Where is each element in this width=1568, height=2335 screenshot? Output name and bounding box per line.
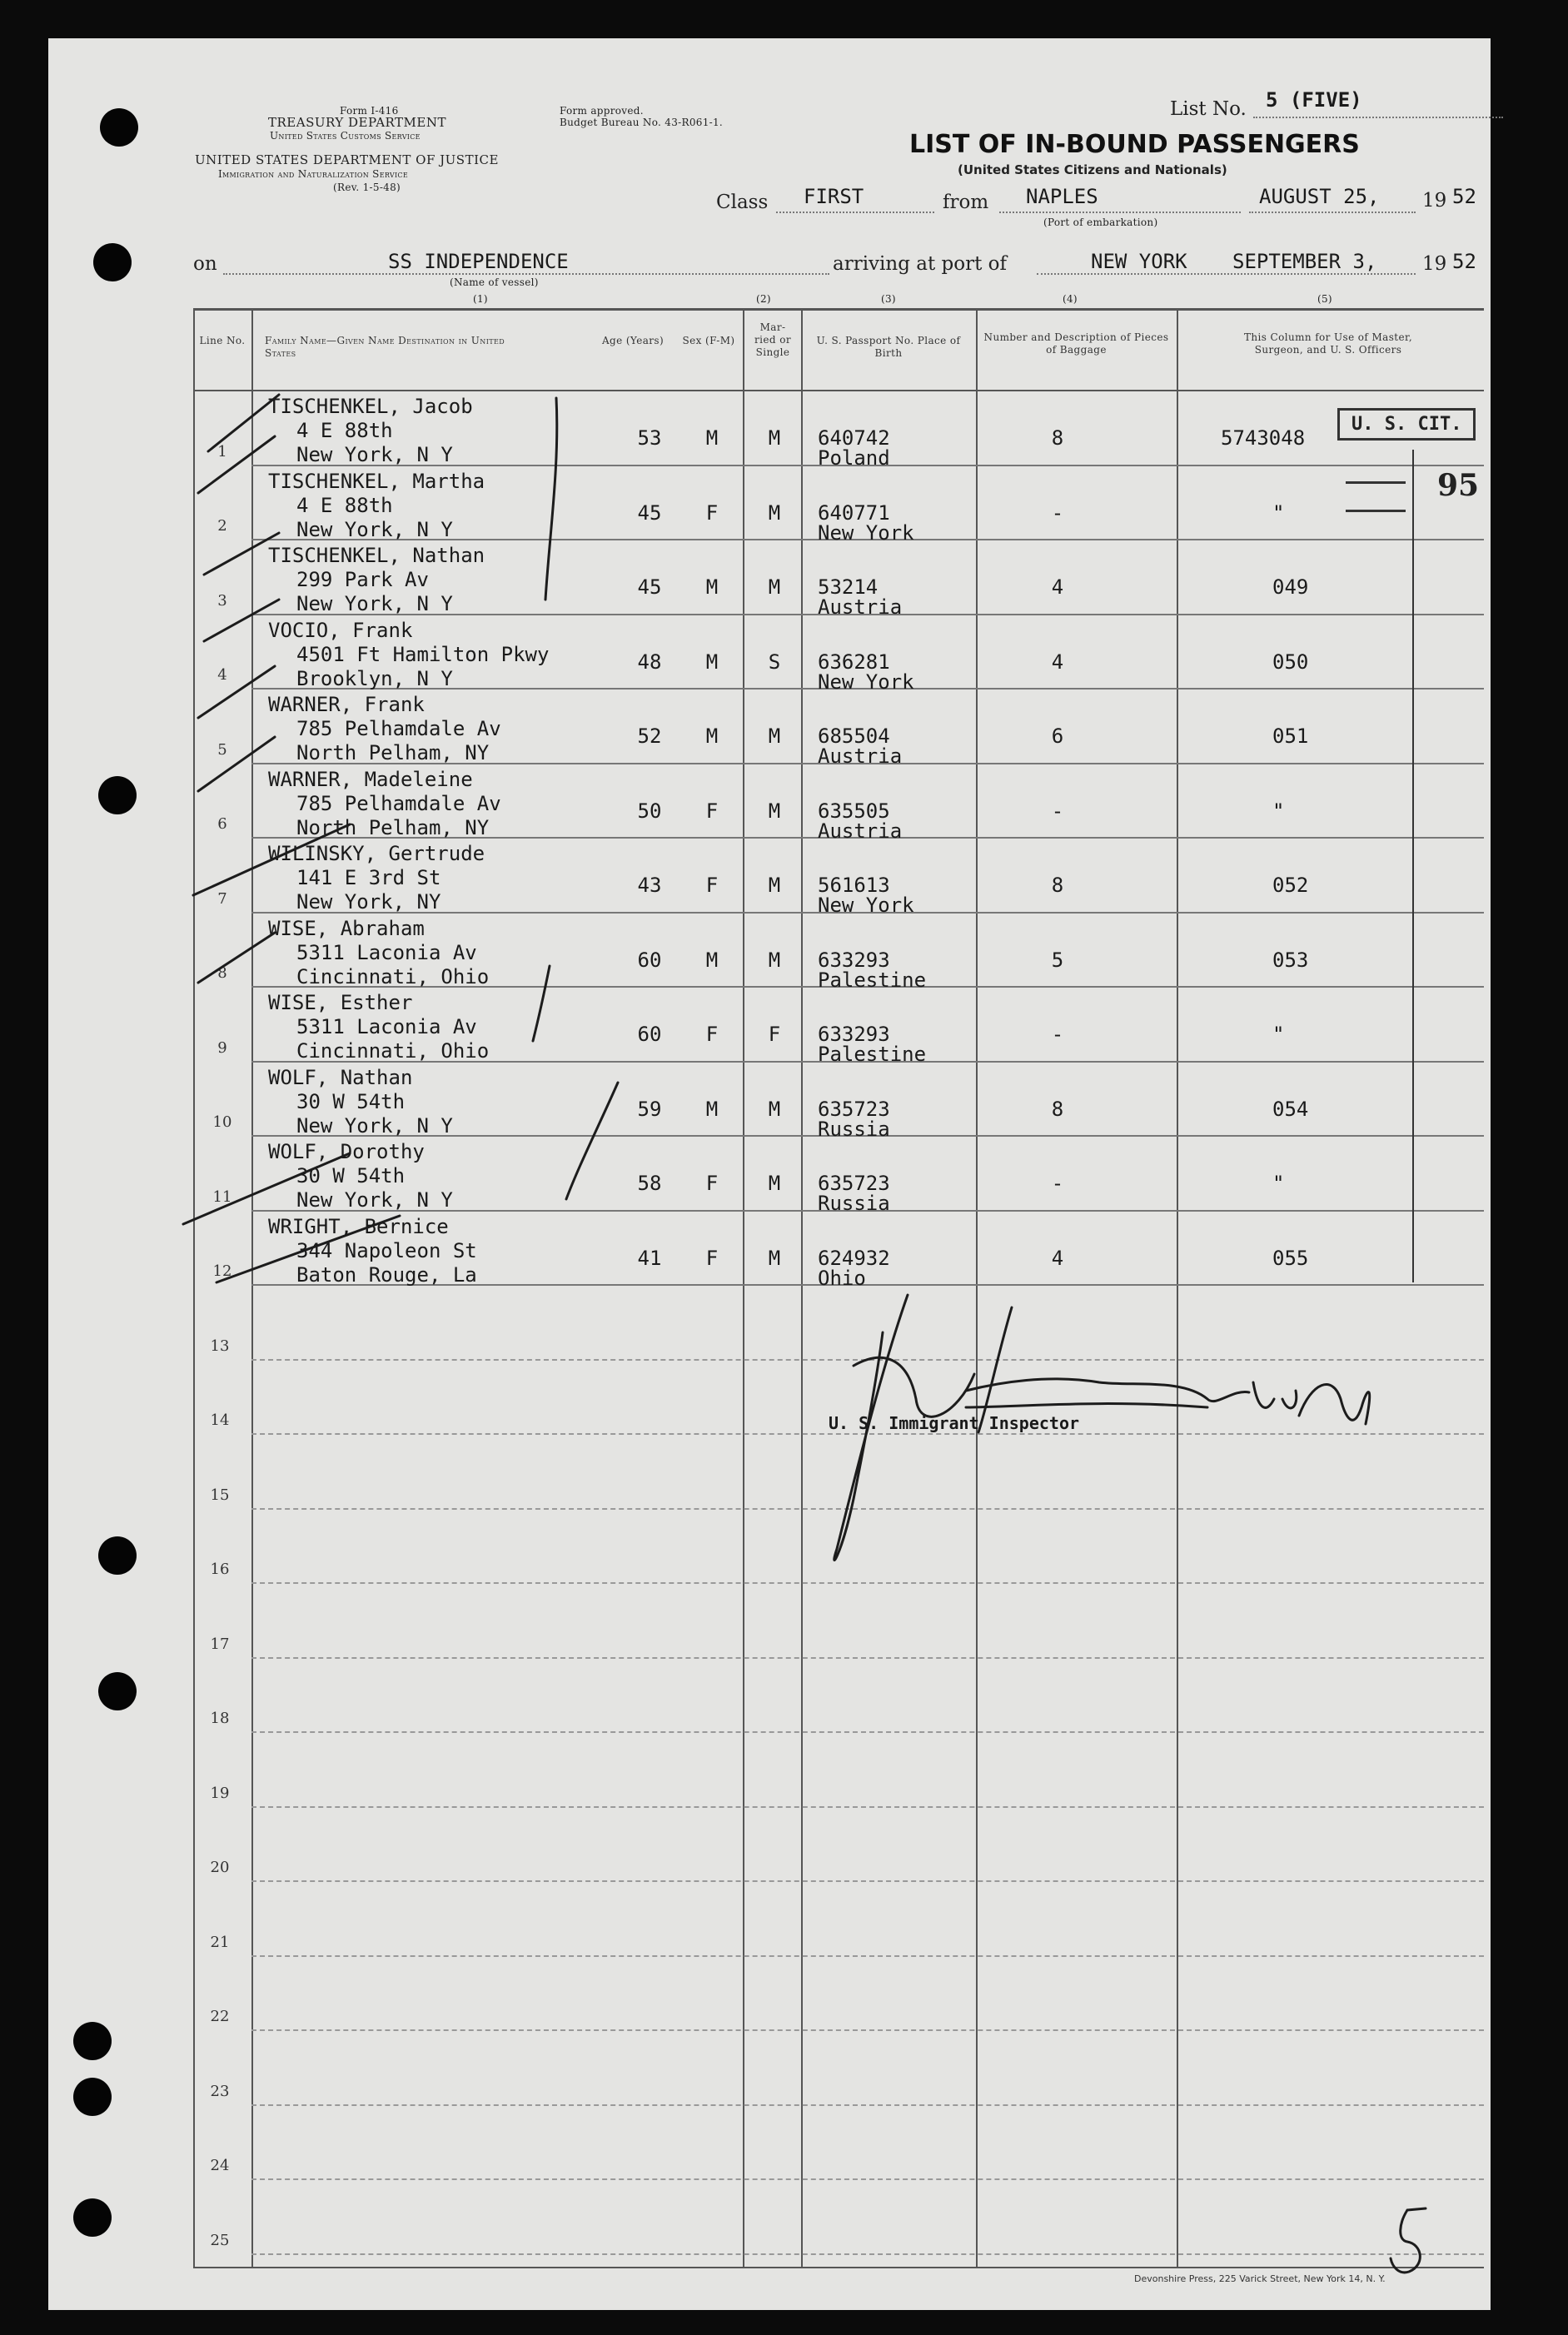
passenger-birth: Palestine xyxy=(818,1043,927,1066)
passenger-addr2: North Pelham, NY xyxy=(296,741,490,764)
passenger-officer: 050 xyxy=(1272,650,1309,674)
vessel-caption: (Name of vessel) xyxy=(450,276,539,288)
hdr-name: Family Name—Given Name Destination in United States xyxy=(265,335,505,359)
passenger-birth: Austria xyxy=(818,744,903,768)
inspector-label: U. S. Immigrant Inspector xyxy=(829,1413,1080,1433)
passenger-name: TISCHENKEL, Jacob xyxy=(268,395,473,418)
passenger-ms: M xyxy=(768,501,781,525)
passenger-birth: New York xyxy=(818,521,914,545)
line-number: 6 xyxy=(217,815,227,833)
depart-date: AUGUST 25, xyxy=(1259,185,1380,208)
passenger-addr1: 299 Park Av xyxy=(296,568,429,591)
passenger-bags: - xyxy=(1051,799,1064,823)
from-label: from xyxy=(943,192,989,213)
passenger-addr2: Cincinnati, Ohio xyxy=(296,1039,490,1063)
passenger-ms: M xyxy=(768,1172,781,1195)
passenger-birth: New York xyxy=(818,670,914,694)
passenger-name: WISE, Abraham xyxy=(268,917,425,940)
col-num-1: (1) xyxy=(473,293,488,305)
passenger-ms: M xyxy=(768,724,781,748)
col-num-5: (5) xyxy=(1317,293,1332,305)
passenger-sex: M xyxy=(705,650,719,674)
passenger-ms: M xyxy=(768,874,781,897)
passenger-age: 60 xyxy=(637,1023,662,1046)
passenger-officer: " xyxy=(1272,799,1285,823)
line-number: 24 xyxy=(210,2157,230,2174)
passenger-addr1: 4 E 88th xyxy=(296,494,393,517)
hdr-baggage: Number and Description of Pieces of Baggage xyxy=(983,331,1169,356)
passenger-passport: 636281 xyxy=(818,650,890,674)
passenger-name: WOLF, Dorothy xyxy=(268,1140,425,1163)
hdr-officers: This Column for Use of Master, Surgeon, and U. S. Officers xyxy=(1243,331,1413,356)
hdr-line-no: Line No. xyxy=(199,335,246,346)
passenger-bags: - xyxy=(1051,1172,1064,1195)
line-number: 13 xyxy=(210,1337,230,1355)
us-cit-stamp: U. S. CIT. xyxy=(1337,408,1476,441)
passenger-addr2: New York, N Y xyxy=(296,1114,453,1138)
passenger-age: 41 xyxy=(637,1247,662,1270)
passenger-birth: Palestine xyxy=(818,968,927,992)
treasury-dept: TREASURY DEPARTMENT xyxy=(268,115,446,130)
passenger-sex: F xyxy=(705,1172,719,1195)
count-mark: 95 xyxy=(1437,468,1480,503)
passenger-addr1: 141 E 3rd St xyxy=(296,866,441,889)
line-number: 7 xyxy=(217,890,227,908)
passenger-sex: F xyxy=(705,1247,719,1270)
line-number: 12 xyxy=(212,1262,232,1280)
vessel-name: SS INDEPENDENCE xyxy=(388,250,569,273)
passenger-passport: 633293 xyxy=(818,1023,890,1046)
class-value: FIRST xyxy=(804,185,864,208)
passenger-officer: 054 xyxy=(1272,1098,1309,1121)
line-number: 5 xyxy=(217,741,227,759)
line-number: 11 xyxy=(212,1188,232,1206)
passenger-name: WILINSKY, Gertrude xyxy=(268,842,485,865)
passenger-officer: 049 xyxy=(1272,575,1309,599)
passenger-birth: Austria xyxy=(818,819,903,843)
passenger-age: 53 xyxy=(637,426,662,450)
passenger-age: 45 xyxy=(637,575,662,599)
passenger-age: 43 xyxy=(637,874,662,897)
arrival-year: 52 xyxy=(1452,250,1476,273)
passenger-bags: - xyxy=(1051,1023,1064,1046)
col-num-4: (4) xyxy=(1063,293,1078,305)
form-approved: Form approved. xyxy=(560,105,644,117)
line-number: 16 xyxy=(210,1561,230,1578)
passenger-name: TISCHENKEL, Martha xyxy=(268,470,485,493)
passenger-officer: 5743048 xyxy=(1221,426,1306,450)
passenger-bags: 4 xyxy=(1051,650,1064,674)
passenger-sex: F xyxy=(705,501,719,525)
line-number: 15 xyxy=(210,1486,230,1504)
passenger-birth: Russia xyxy=(818,1192,890,1215)
passenger-sex: F xyxy=(705,799,719,823)
passenger-ms: M xyxy=(768,948,781,972)
passenger-passport: 635505 xyxy=(818,799,890,823)
printer-footer: Devonshire Press, 225 Varick Street, New York 14, N. Y. xyxy=(1134,2273,1386,2284)
passenger-officer: 055 xyxy=(1272,1247,1309,1270)
list-no-label: List No. xyxy=(1170,98,1247,120)
line-number: 22 xyxy=(210,2008,230,2025)
passenger-addr1: 4501 Ft Hamilton Pkwy xyxy=(296,643,550,666)
arrival-port: NEW YORK xyxy=(1091,250,1187,273)
passenger-age: 58 xyxy=(637,1172,662,1195)
list-no-value: 5 (FIVE) xyxy=(1266,88,1362,112)
depart-century: 19 xyxy=(1422,190,1447,212)
passenger-addr2: New York, NY xyxy=(296,890,441,914)
passenger-age: 60 xyxy=(637,948,662,972)
passenger-addr1: 344 Napoleon St xyxy=(296,1239,477,1262)
col-num-2: (2) xyxy=(756,293,771,305)
line-number: 19 xyxy=(210,1785,230,1802)
depart-year: 52 xyxy=(1452,185,1476,208)
doj: UNITED STATES DEPARTMENT OF JUSTICE xyxy=(195,152,499,167)
passenger-birth: Ohio xyxy=(818,1267,866,1290)
passenger-name: WARNER, Frank xyxy=(268,693,425,716)
passenger-sex: M xyxy=(705,724,719,748)
passenger-passport: 633293 xyxy=(818,948,890,972)
passenger-officer: " xyxy=(1272,1172,1285,1195)
passenger-birth: New York xyxy=(818,894,914,917)
line-number: 25 xyxy=(210,2232,230,2249)
passenger-name: WARNER, Madeleine xyxy=(268,768,473,791)
passenger-passport: 561613 xyxy=(818,874,890,897)
line-number: 4 xyxy=(217,666,227,684)
on-label: on xyxy=(193,253,217,275)
passenger-bags: 8 xyxy=(1051,874,1064,897)
passenger-ms: M xyxy=(768,1247,781,1270)
passenger-officer: " xyxy=(1272,501,1285,525)
passenger-addr2: New York, N Y xyxy=(296,592,453,615)
passenger-addr2: Baton Rouge, La xyxy=(296,1263,477,1287)
line-number: 14 xyxy=(210,1411,230,1429)
passenger-passport: 640771 xyxy=(818,501,890,525)
passenger-age: 50 xyxy=(637,799,662,823)
passenger-addr1: 785 Pelhamdale Av xyxy=(296,792,501,815)
passenger-bags: - xyxy=(1051,501,1064,525)
passenger-name: WOLF, Nathan xyxy=(268,1066,413,1089)
passenger-officer: " xyxy=(1272,1023,1285,1046)
line-number: 2 xyxy=(217,517,227,535)
passenger-sex: M xyxy=(705,426,719,450)
passenger-bags: 8 xyxy=(1051,426,1064,450)
passenger-officer: 051 xyxy=(1272,724,1309,748)
passenger-addr1: 5311 Laconia Av xyxy=(296,941,477,964)
page-title: LIST OF IN-BOUND PASSENGERS xyxy=(909,130,1360,159)
passenger-age: 45 xyxy=(637,501,662,525)
passenger-bags: 8 xyxy=(1051,1098,1064,1121)
passenger-addr2: New York, N Y xyxy=(296,1188,453,1212)
passenger-addr1: 785 Pelhamdale Av xyxy=(296,717,501,740)
passenger-ms: M xyxy=(768,426,781,450)
line-number: 18 xyxy=(210,1710,230,1727)
line-number: 20 xyxy=(210,1859,230,1876)
embark-caption: (Port of embarkation) xyxy=(1043,217,1158,228)
passenger-addr2: Cincinnati, Ohio xyxy=(296,965,490,988)
passenger-bags: 4 xyxy=(1051,1247,1064,1270)
arriving-label: arriving at port of xyxy=(833,253,1007,275)
hdr-age: Age (Years) xyxy=(601,335,665,346)
ins: Immigration and Naturalization Service xyxy=(218,168,408,180)
revision: (Rev. 1-5-48) xyxy=(333,182,401,193)
line-number: 1 xyxy=(217,443,227,461)
passenger-ms: F xyxy=(768,1023,781,1046)
hdr-passport: U. S. Passport No. Place of Birth xyxy=(816,335,961,359)
passenger-sex: F xyxy=(705,1023,719,1046)
passenger-birth: Poland xyxy=(818,446,890,470)
passenger-ms: M xyxy=(768,1098,781,1121)
arrival-date: SEPTEMBER 3, xyxy=(1232,250,1377,273)
col-num-3: (3) xyxy=(881,293,896,305)
passenger-officer: 052 xyxy=(1272,874,1309,897)
passenger-passport: 624932 xyxy=(818,1247,890,1270)
passenger-ms: M xyxy=(768,575,781,599)
passenger-age: 59 xyxy=(637,1098,662,1121)
passenger-officer: 053 xyxy=(1272,948,1309,972)
line-number: 8 xyxy=(217,964,227,982)
customs-service: United States Customs Service xyxy=(270,130,421,142)
passenger-birth: Austria xyxy=(818,595,903,619)
passenger-bags: 4 xyxy=(1051,575,1064,599)
hdr-married: Mar- ried or Single xyxy=(754,321,791,358)
passenger-name: WISE, Esther xyxy=(268,991,413,1014)
form-number: Form I-416 xyxy=(340,105,399,117)
passenger-age: 52 xyxy=(637,724,662,748)
passenger-passport: 53214 xyxy=(818,575,879,599)
passenger-addr2: New York, N Y xyxy=(296,443,453,466)
passenger-addr1: 4 E 88th xyxy=(296,419,393,442)
line-number: 21 xyxy=(210,1934,230,1951)
page-subtitle: (United States Citizens and Nationals) xyxy=(958,162,1227,177)
passenger-sex: M xyxy=(705,1098,719,1121)
passenger-age: 48 xyxy=(637,650,662,674)
passenger-addr2: Brooklyn, N Y xyxy=(296,667,453,690)
line-number: 3 xyxy=(217,592,227,610)
passenger-passport: 685504 xyxy=(818,724,890,748)
passenger-passport: 635723 xyxy=(818,1172,890,1195)
line-number: 17 xyxy=(210,1635,230,1653)
passenger-addr1: 30 W 54th xyxy=(296,1164,406,1187)
passenger-sex: M xyxy=(705,575,719,599)
hdr-sex: Sex (F-M) xyxy=(682,335,735,346)
passenger-passport: 635723 xyxy=(818,1098,890,1121)
passenger-addr1: 30 W 54th xyxy=(296,1090,406,1113)
passenger-ms: M xyxy=(768,799,781,823)
passenger-addr1: 5311 Laconia Av xyxy=(296,1015,477,1038)
embark-port: NAPLES xyxy=(1026,185,1098,208)
passenger-name: WRIGHT, Bernice xyxy=(268,1215,449,1238)
line-number: 23 xyxy=(210,2083,230,2100)
passenger-name: VOCIO, Frank xyxy=(268,619,413,642)
passenger-passport: 640742 xyxy=(818,426,890,450)
passenger-sex: M xyxy=(705,948,719,972)
passenger-name: TISCHENKEL, Nathan xyxy=(268,544,485,567)
passenger-bags: 5 xyxy=(1051,948,1064,972)
arrival-century: 19 xyxy=(1422,253,1447,275)
passenger-addr2: New York, N Y xyxy=(296,518,453,541)
passenger-addr2: North Pelham, NY xyxy=(296,816,490,839)
class-label: Class xyxy=(716,192,769,213)
passenger-birth: Russia xyxy=(818,1118,890,1141)
line-number: 10 xyxy=(212,1113,232,1131)
line-number: 9 xyxy=(217,1039,227,1057)
passenger-sex: F xyxy=(705,874,719,897)
budget-bureau: Budget Bureau No. 43-R061-1. xyxy=(560,117,724,128)
passenger-ms: S xyxy=(768,650,781,674)
passenger-bags: 6 xyxy=(1051,724,1064,748)
